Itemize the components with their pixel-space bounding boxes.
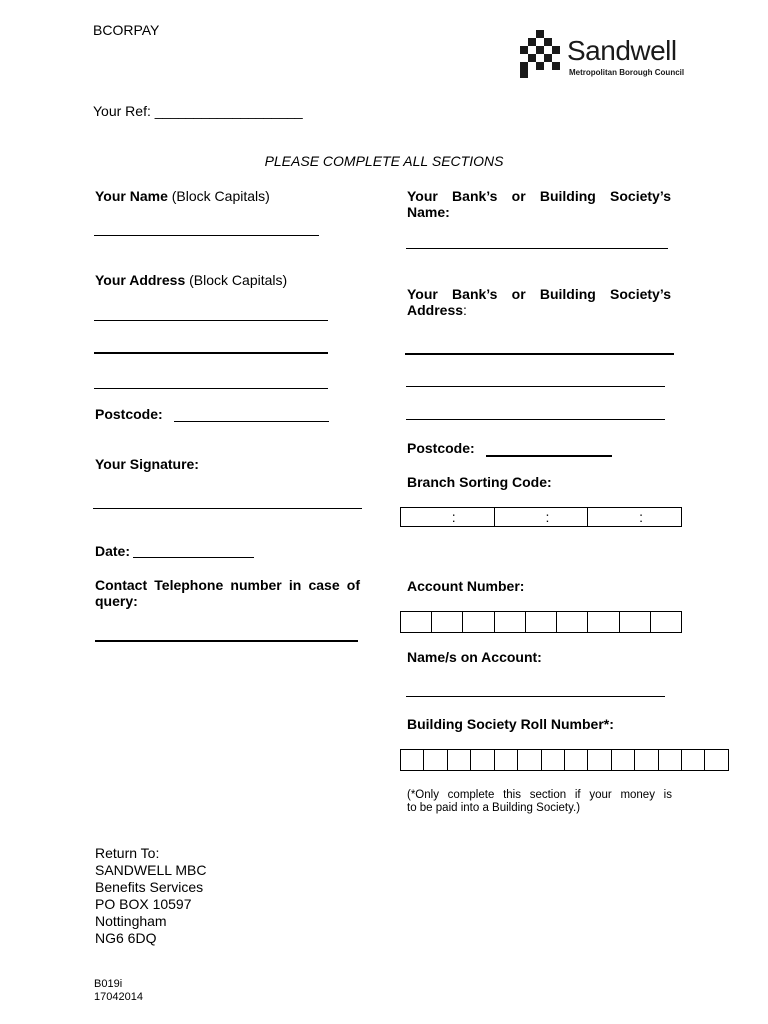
roll-number-char[interactable] bbox=[447, 750, 470, 770]
roll-number-char[interactable] bbox=[658, 750, 681, 770]
roll-number-char[interactable] bbox=[494, 750, 517, 770]
roll-number-char[interactable] bbox=[704, 750, 727, 770]
roll-number-char[interactable] bbox=[541, 750, 564, 770]
return-to-heading: Return To: bbox=[95, 845, 160, 861]
date-field[interactable] bbox=[133, 557, 254, 558]
names-on-account-field[interactable] bbox=[406, 696, 665, 697]
account-number-digit[interactable] bbox=[462, 612, 493, 632]
your-address-label bbox=[95, 272, 287, 289]
your-ref-label: Your Ref: bbox=[93, 103, 151, 119]
sorting-separator: : bbox=[451, 509, 456, 525]
instruction-heading: PLEASE COMPLETE ALL SECTIONS bbox=[264, 153, 504, 169]
logo-tagline: Metropolitan Borough Council bbox=[569, 68, 685, 77]
bank-address-line-1[interactable] bbox=[405, 353, 674, 355]
form-date-code: 17042014 bbox=[94, 991, 143, 1003]
your-address-label-text: Your Address bbox=[95, 272, 186, 288]
roll-number-char[interactable] bbox=[587, 750, 610, 770]
bank-address-label-line-2 bbox=[407, 302, 467, 319]
account-number-digit[interactable] bbox=[650, 612, 681, 632]
account-number-boxes bbox=[400, 611, 682, 633]
roll-number-char[interactable] bbox=[564, 750, 587, 770]
roll-number-char[interactable] bbox=[470, 750, 493, 770]
roll-number-char[interactable] bbox=[681, 750, 704, 770]
bank-postcode-label: Postcode: bbox=[407, 440, 475, 456]
bank-address-label-text: Address bbox=[407, 302, 464, 318]
your-name-field[interactable] bbox=[94, 235, 319, 236]
account-number-digit[interactable] bbox=[619, 612, 650, 632]
sorting-code-box-2[interactable] bbox=[494, 508, 588, 526]
bank-name-label-line-2: Name: bbox=[407, 204, 450, 220]
your-name-hint: (Block Capitals) bbox=[171, 188, 270, 204]
bank-postcode-field[interactable] bbox=[486, 455, 612, 457]
postcode-field[interactable] bbox=[174, 421, 329, 422]
telephone-field[interactable] bbox=[95, 640, 358, 642]
account-number-digit[interactable] bbox=[525, 612, 556, 632]
your-ref-field[interactable]: ___________________ bbox=[154, 103, 303, 119]
sorting-code-box-3[interactable] bbox=[587, 508, 681, 526]
postcode-label: Postcode: bbox=[95, 406, 163, 422]
bank-name-field[interactable] bbox=[406, 248, 668, 249]
bank-address-label-line-1: Your Bank’s or Building Society’s bbox=[407, 286, 671, 302]
bank-name-label-line-1: Your Bank’s or Building Society’s bbox=[407, 188, 671, 204]
account-number-digit[interactable] bbox=[431, 612, 462, 632]
form-code: BCORPAY bbox=[93, 22, 160, 38]
roll-number-char[interactable] bbox=[634, 750, 657, 770]
return-address-line: Benefits Services bbox=[95, 879, 204, 895]
bank-address-colon: : bbox=[463, 302, 467, 318]
date-label: Date: bbox=[95, 543, 131, 559]
your-ref bbox=[93, 103, 303, 120]
sorting-separator: : bbox=[545, 509, 550, 525]
account-number-label: Account Number: bbox=[407, 578, 525, 594]
roll-number-char[interactable] bbox=[401, 750, 423, 770]
sorting-code-box-1[interactable] bbox=[401, 508, 494, 526]
sorting-separator: : bbox=[639, 509, 644, 525]
account-number-digit[interactable] bbox=[401, 612, 431, 632]
footnote-line-2: to be paid into a Building Society.) bbox=[407, 802, 581, 814]
return-address bbox=[95, 845, 207, 947]
account-number-digit[interactable] bbox=[556, 612, 587, 632]
account-number-digit[interactable] bbox=[587, 612, 618, 632]
your-address-hint: (Block Capitals) bbox=[189, 272, 288, 288]
your-name-label-text: Your Name bbox=[95, 188, 168, 204]
signature-label: Your Signature: bbox=[95, 456, 199, 472]
logo-wordmark: Sandwell bbox=[567, 35, 677, 66]
roll-number-char[interactable] bbox=[423, 750, 446, 770]
your-address-line-3[interactable] bbox=[94, 388, 328, 389]
your-address-line-2[interactable] bbox=[94, 352, 328, 354]
sorting-code-boxes bbox=[400, 507, 682, 527]
names-on-account-label: Name/s on Account: bbox=[407, 649, 542, 665]
bank-address-line-2[interactable] bbox=[406, 386, 665, 387]
form-reference-code: B019i bbox=[94, 978, 123, 990]
sandwell-logo bbox=[520, 30, 720, 80]
return-address-line: PO BOX 10597 bbox=[95, 896, 192, 912]
roll-number-char[interactable] bbox=[517, 750, 540, 770]
return-address-line: SANDWELL MBC bbox=[95, 862, 207, 878]
signature-field[interactable] bbox=[93, 508, 362, 509]
roll-number-boxes bbox=[400, 749, 729, 771]
footnote-line-1: (*Only complete this section if your money is bbox=[407, 789, 672, 801]
return-address-line: NG6 6DQ bbox=[95, 930, 157, 946]
return-address-line: Nottingham bbox=[95, 913, 167, 929]
roll-number-label: Building Society Roll Number*: bbox=[407, 716, 614, 732]
telephone-label: Contact Telephone number in case of query: bbox=[95, 577, 360, 609]
bank-address-line-3[interactable] bbox=[406, 419, 665, 420]
your-name-label bbox=[95, 188, 270, 205]
roll-number-char[interactable] bbox=[611, 750, 634, 770]
sorting-code-label: Branch Sorting Code: bbox=[407, 474, 552, 490]
your-address-line-1[interactable] bbox=[94, 320, 328, 321]
account-number-digit[interactable] bbox=[494, 612, 525, 632]
